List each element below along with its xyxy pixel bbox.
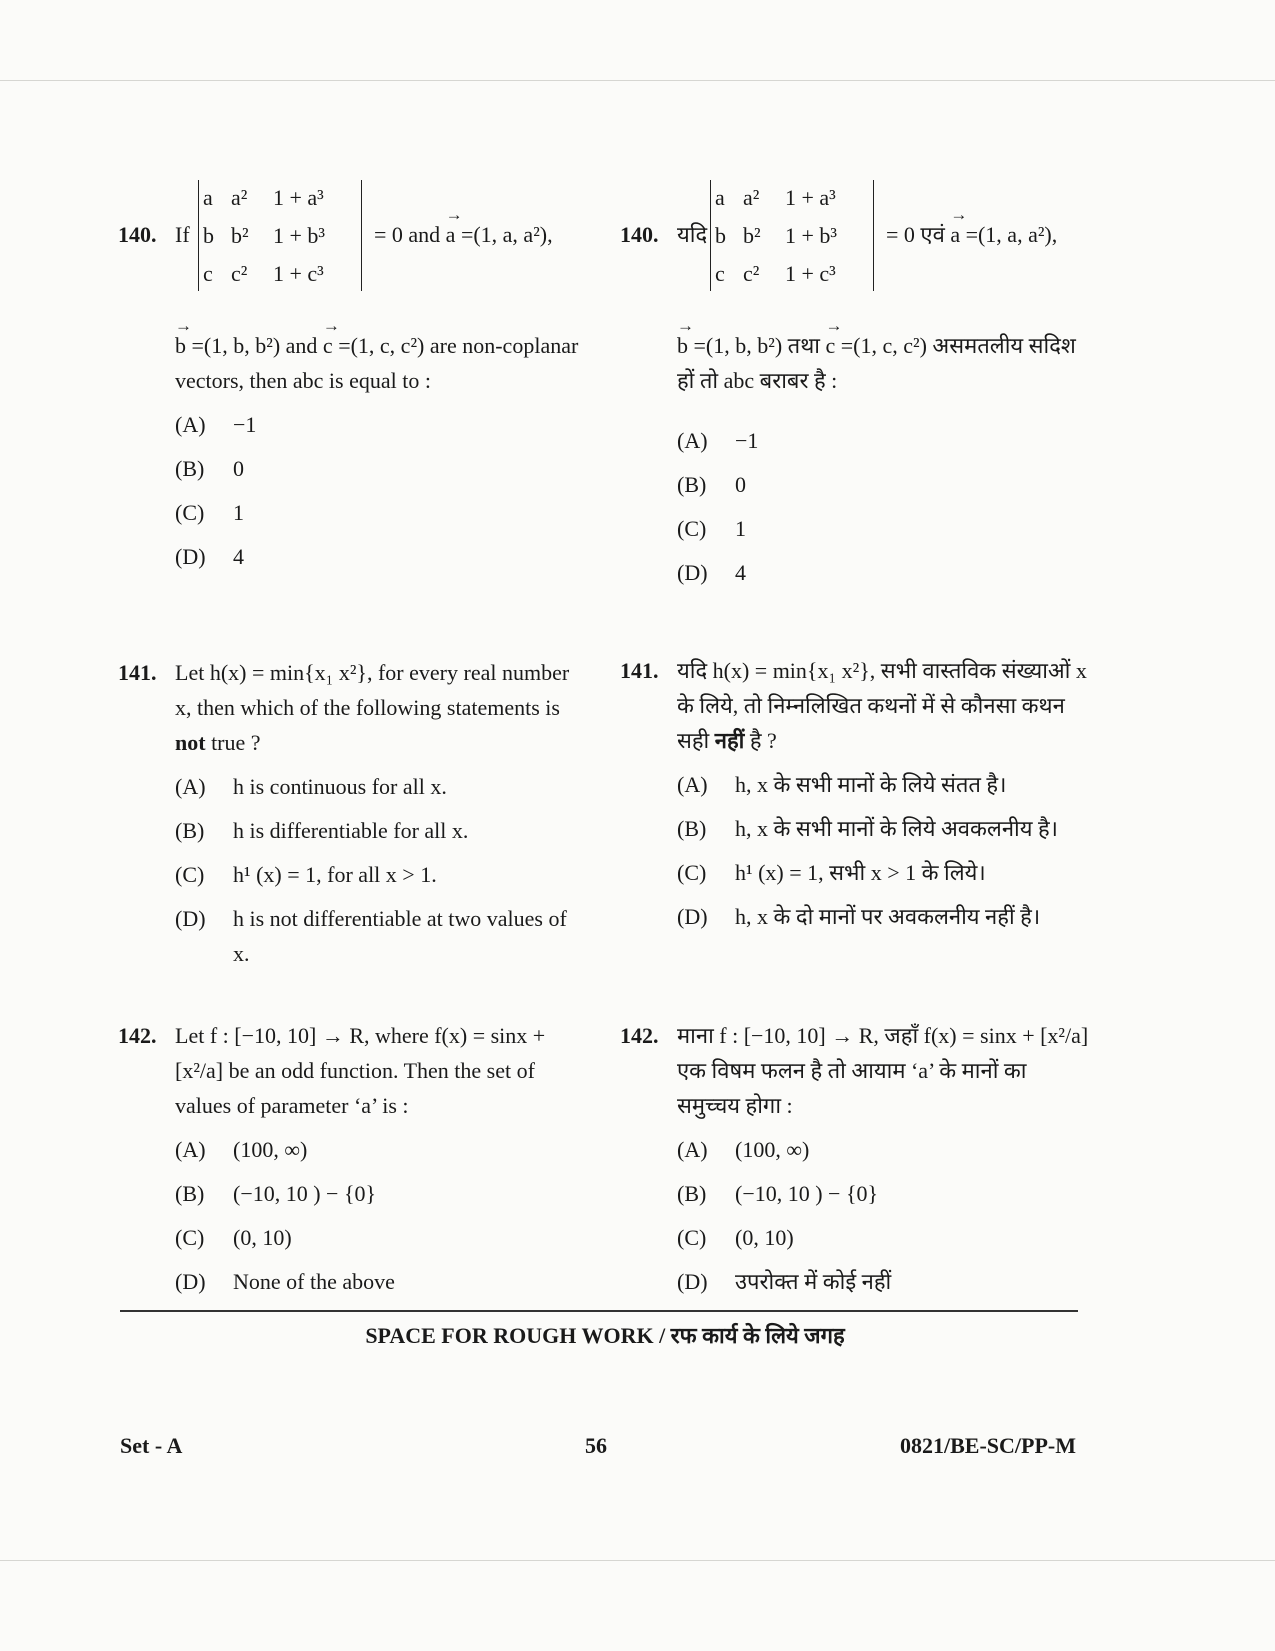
vector-b-value: =(1, b, b²) तथा — [693, 333, 820, 358]
question-stem — [175, 655, 588, 760]
vector-a-value: =(1, a, a²), — [965, 222, 1058, 247]
scan-artifact-line — [0, 1560, 1275, 1561]
option-label: (D) — [175, 1269, 206, 1294]
option-c — [677, 1220, 1095, 1255]
stem-bold: not — [175, 730, 206, 755]
option-text: h is differentiable for all x. — [233, 818, 469, 843]
stem-text-end: है ? — [749, 728, 777, 753]
det-cell: b² — [743, 223, 761, 248]
option-label: (A) — [677, 428, 708, 453]
option-text: 1 — [233, 500, 244, 525]
option-label: (C) — [677, 1225, 707, 1250]
vector-c: → c — [825, 328, 835, 363]
option-b — [677, 467, 1095, 502]
vector-a-value: =(1, a, a²), — [460, 222, 553, 247]
option-label: (A) — [175, 412, 206, 437]
det-equation — [374, 217, 553, 252]
question-number: 142. — [620, 1023, 659, 1048]
question-stem: Let f : [−10, 10] → R, where f(x) = sinx + [x²/a] be an odd function. Then the set of values of parameter ‘a’ is : — [175, 1023, 546, 1118]
vector-b: → b — [175, 328, 186, 363]
stem-rest: non-coplanar vectors, then abc is equal to : — [175, 333, 579, 393]
det-after-text: = 0 एवं — [886, 222, 945, 247]
option-text: h, x के सभी मानों के लिये संतत है। — [735, 772, 1007, 797]
question-140-en — [118, 180, 588, 574]
vector-a: → a — [950, 217, 960, 252]
det-cell: c — [203, 261, 213, 286]
option-text: h is not differentiable at two values of x. — [233, 906, 567, 966]
option-a — [677, 767, 1095, 802]
option-label: (A) — [175, 774, 206, 799]
option-label: (B) — [175, 1181, 205, 1206]
vector-c-value: =(1, c, c²) are — [338, 333, 457, 358]
option-c — [175, 857, 588, 892]
option-b — [175, 1176, 588, 1211]
option-text: 0 — [735, 472, 746, 497]
option-text: 4 — [735, 560, 746, 585]
options — [175, 769, 588, 971]
stem-text: Let h(x) = min{x₁ x²}, for every real number x, then which of the following statements is — [175, 660, 570, 720]
option-text: −1 — [233, 412, 257, 437]
det-cell: b² — [231, 223, 249, 248]
option-label: (D) — [677, 560, 708, 585]
stem-text: यदि h(x) = min{x₁ x²}, सभी वास्तविक संख्याओं x के लिये, तो निम्नलिखित कथनों में से कौनसा कथन सही — [677, 658, 1087, 753]
option-a — [175, 407, 588, 442]
option-text: (−10, 10 ) − {0} — [735, 1181, 879, 1206]
option-text: h, x के सभी मानों के लिये अवकलनीय है। — [735, 816, 1059, 841]
option-label: (C) — [175, 862, 205, 887]
option-a — [677, 1132, 1095, 1167]
footer-set: Set - A — [120, 1433, 183, 1458]
option-text: h¹ (x) = 1, सभी x > 1 के लिये। — [735, 860, 986, 885]
options — [677, 423, 1095, 590]
option-d — [175, 1264, 588, 1299]
option-text: h¹ (x) = 1, for all x > 1. — [233, 862, 437, 887]
option-label: (C) — [175, 1225, 205, 1250]
option-label: (A) — [677, 772, 708, 797]
option-text: −1 — [735, 428, 759, 453]
option-label: (A) — [175, 1137, 206, 1162]
option-c — [677, 511, 1095, 546]
option-text: 0 — [233, 456, 244, 481]
rough-work-divider — [120, 1310, 1078, 1312]
vector-c-value: =(1, c, c²) असमतलीय — [840, 333, 1024, 358]
question-stem: माना f : [−10, 10] → R, जहाँ f(x) = sinx + [x²/a] एक विषम फलन है तो आयाम ‘a’ के मानों का समुच्चय होगा : — [677, 1023, 1089, 1118]
det-cell: 1 + c³ — [273, 261, 324, 286]
vector-b-value: =(1, b, b²) and — [191, 333, 318, 358]
option-text: (100, ∞) — [233, 1137, 308, 1162]
option-text: 4 — [233, 544, 244, 569]
option-label: (C) — [677, 860, 707, 885]
option-c — [175, 1220, 588, 1255]
det-prefix: यदि — [677, 222, 708, 247]
det-cell: b — [715, 223, 726, 248]
det-cell: a² — [743, 185, 760, 210]
options — [677, 1132, 1095, 1299]
option-d — [677, 899, 1095, 934]
det-cell: 1 + b³ — [273, 223, 326, 248]
option-label: (D) — [175, 544, 206, 569]
det-cell: a — [203, 185, 213, 210]
question-number: 140. — [620, 222, 659, 247]
det-cell: c — [715, 261, 725, 286]
options — [175, 407, 588, 574]
rough-work-heading: SPACE FOR ROUGH WORK / रफ कार्य के लिये जगह — [365, 1323, 845, 1348]
option-d — [677, 1264, 1095, 1299]
determinant — [198, 180, 362, 291]
option-d — [677, 555, 1095, 590]
option-text: (100, ∞) — [735, 1137, 810, 1162]
option-a — [175, 1132, 588, 1167]
option-b — [175, 451, 588, 486]
det-cell: a² — [231, 185, 248, 210]
det-cell: 1 + a³ — [273, 185, 324, 210]
option-d — [175, 539, 588, 574]
option-text: h, x के दो मानों पर अवकलनीय नहीं है। — [735, 904, 1041, 929]
question-number: 141. — [118, 660, 157, 685]
det-cell: 1 + a³ — [785, 185, 836, 210]
question-number: 142. — [118, 1023, 157, 1048]
option-b — [677, 811, 1095, 846]
det-cell: 1 + c³ — [785, 261, 836, 286]
option-label: (C) — [175, 500, 205, 525]
option-label: (B) — [677, 472, 707, 497]
page-number: 56 — [585, 1433, 607, 1458]
option-a — [677, 423, 1095, 458]
question-140-hi — [620, 180, 1095, 590]
question-141-hi — [620, 653, 1095, 934]
option-text: h is continuous for all x. — [233, 774, 447, 799]
scan-artifact-line — [0, 80, 1275, 81]
stem-bold: नहीं — [714, 728, 745, 753]
option-label: (B) — [175, 456, 205, 481]
option-text: (0, 10) — [233, 1225, 292, 1250]
question-141-en — [118, 655, 588, 971]
vector-a: → a — [446, 217, 456, 252]
option-b — [175, 813, 588, 848]
question-stem — [175, 328, 588, 398]
determinant — [710, 180, 874, 291]
paper-code: 0821/BE-SC/PP-M — [900, 1433, 1076, 1458]
option-label: (C) — [677, 516, 707, 541]
option-c — [175, 495, 588, 530]
vector-b: → b — [677, 328, 688, 363]
option-label: (D) — [677, 1269, 708, 1294]
option-text: (0, 10) — [735, 1225, 794, 1250]
det-cell: c² — [743, 261, 760, 286]
option-c — [677, 855, 1095, 890]
option-text: None of the above — [233, 1269, 395, 1294]
option-text: (−10, 10 ) − {0} — [233, 1181, 377, 1206]
det-cell: 1 + b³ — [785, 223, 838, 248]
stem-text-end: true ? — [211, 730, 261, 755]
det-equation — [886, 217, 1057, 252]
option-label: (B) — [175, 818, 205, 843]
option-label: (B) — [677, 816, 707, 841]
option-text: उपरोक्त में कोई नहीं — [735, 1269, 892, 1294]
det-cell: b — [203, 223, 214, 248]
question-142-hi — [620, 1018, 1095, 1299]
det-cell: c² — [231, 261, 248, 286]
question-stem — [677, 653, 1095, 758]
det-prefix: If — [175, 222, 190, 247]
question-142-en — [118, 1018, 588, 1299]
option-label: (D) — [175, 906, 206, 931]
question-number: 140. — [118, 222, 157, 247]
options — [175, 1132, 588, 1299]
option-d — [175, 901, 588, 971]
det-cell: a — [715, 185, 725, 210]
question-number: 141. — [620, 658, 659, 683]
option-label: (A) — [677, 1137, 708, 1162]
option-label: (B) — [677, 1181, 707, 1206]
option-label: (D) — [677, 904, 708, 929]
stem-rest: सदिश हों तो abc बराबर है : — [677, 333, 1076, 393]
question-stem — [677, 328, 1095, 398]
option-text: 1 — [735, 516, 746, 541]
option-b — [677, 1176, 1095, 1211]
det-after-text: = 0 and — [374, 222, 441, 247]
vector-c: → c — [323, 328, 333, 363]
option-a — [175, 769, 588, 804]
options — [677, 767, 1095, 934]
